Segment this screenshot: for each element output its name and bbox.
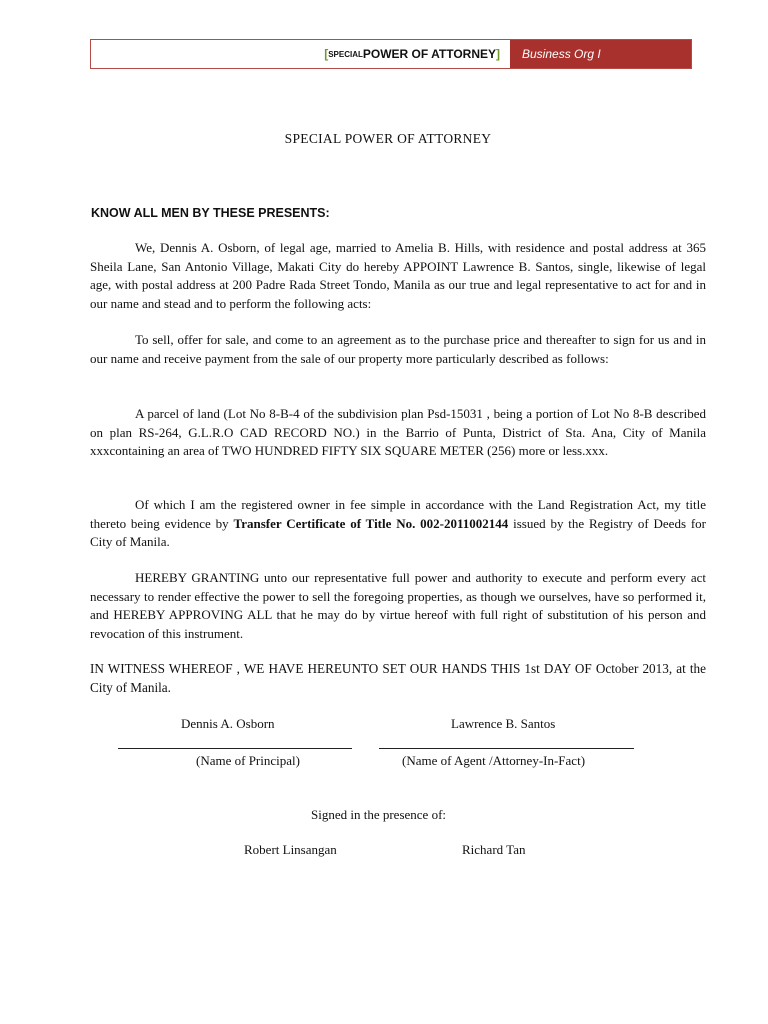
principal-name: Dennis A. Osborn [181,716,275,731]
title-certificate: Transfer Certificate of Title No. 002-2011002144 [233,515,509,531]
paragraph-acts: To sell, offer for sale, and come to an agreement as to the purchase price and thereafter to sign for us and in our name and receive payment from the sale of our property more particularly described as follows: [90,332,706,366]
witness-name-2: Richard Tan [462,842,526,857]
document-title: SPECIAL POWER OF ATTORNEY [284,131,492,146]
paragraph-ownership [90,496,706,552]
paragraph-property: A parcel of land (Lot No 8-B-4 of the subdivision plan Psd-15031 , being a portion of Lot No 8-B described on plan RS-264, G.L.R.O CAD RECORD NO.) in the Barrio of Punta, District of Sta. Ana, City of Manila xxxcontaining an area of TWO HUNDRED FIFTY SIX SQUARE METER (256) more or less.xxx. [90,406,706,458]
header-bracket-open: [ [324,47,329,61]
header-title-label: POWER OF ATTORNEY [362,47,496,61]
principal-signature-line [118,748,352,749]
ownership-text-pre: Of which I am the registered owner in fee simple in accordance with the Land Registration Act, my title thereto being evidence by [90,497,706,531]
paragraph-appointment: We, Dennis A. Osborn, of legal age, married to Amelia B. Hills, with residence and postal address at 365 Sheila Lane, San Antonio Village, Makati City do hereby APPOINT Lawrence B. Santos, single, likewise of legal age, with postal address at 200 Padre Rada Street Tondo, Manila as our true and legal representative to act for and in our name and stead and to perform the following acts: [90,240,706,311]
opening-line: KNOW ALL MEN BY THESE PRESENTS: [91,206,330,220]
header-title [91,40,510,68]
witness-clause: IN WITNESS WHEREOF , WE HAVE HEREUNTO SET OUR HANDS THIS 1st DAY OF October 2013, at the City of Manila. [90,661,706,695]
agent-signature-line [379,748,634,749]
witness-name-1: Robert Linsangan [244,842,337,857]
agent-caption: (Name of Agent /Attorney-In-Fact) [402,753,586,768]
presence-label: Signed in the presence of: [311,807,447,822]
header-small-label: SPECIAL [328,49,363,59]
agent-name: Lawrence B. Santos [451,716,556,731]
ownership-text-post: issued by the Registry of Deeds for City of Manila. [90,515,706,549]
page-header [90,39,692,69]
header-bracket-close: ] [496,47,500,61]
header-org: Business Org I [510,40,691,68]
paragraph-granting: HEREBY GRANTING unto our representative full power and authority to execute and perform every act necessary to render effective the power to sell the foregoing properties, as though we ourselves, have so performed it, and HEREBY APPROVING ALL that he may do by virtue hereof with full right of substitution of his person and revocation of this instrument. [90,570,706,641]
principal-caption: (Name of Principal) [196,753,300,768]
